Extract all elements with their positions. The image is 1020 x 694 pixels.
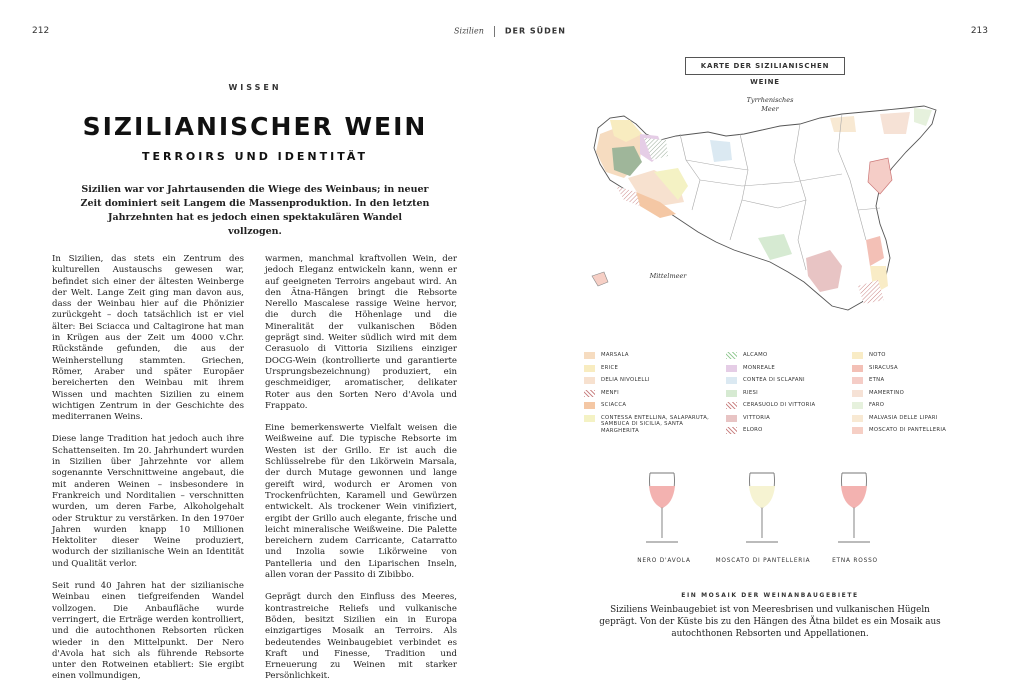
legend-item (852, 415, 962, 422)
legend-column-1 (584, 352, 714, 434)
wine-glasses (590, 468, 950, 568)
legend-label: MONREALE (743, 364, 776, 371)
legend-label: CONTESSA ENTELLINA, SALAPARUTA, SAMBUCA DI SICILIA, SANTA MARGHERITA (601, 414, 710, 434)
legend-swatch (852, 390, 863, 397)
legend-swatch (852, 352, 863, 359)
paragraph: In Sizilien, das stets ein Zentrum des kulturellen Austauschs gewesen war, befindet sich einer der ältesten Weinberge der Welt. Lange Zeit ging man davon aus, dass der Weinbau hier auf die Phönizier zurückgeht – doch tatsächlich ist er viel älter: Bei Sciacca und Caltagirone hat man in Krügen aus der Zeit um 4000 v.Chr. Rückstände gefunden, die aus der Weinherstellung stammten. Griechen, Römer, Araber und später Europäer bereicherten den Weinbau mit ihrem Wissen und machten Sizilien zu einem wichtigen Zentrum in der Geschichte des mediterranen Weins. (52, 254, 244, 423)
article-kicker: WISSEN (228, 83, 282, 92)
legend-label: RIESI (743, 389, 759, 396)
legend-item (852, 377, 962, 384)
legend-column-2 (726, 352, 846, 440)
page-number-left: 212 (32, 26, 50, 36)
pantelleria-island (592, 272, 608, 286)
legend-label: MAMERTINO (869, 389, 905, 396)
sea-label-north-1: Tyrrhenisches (746, 96, 794, 104)
legend-label: SCIACCA (601, 402, 627, 408)
glass-etna-rosso (838, 473, 870, 542)
legend-item (584, 365, 714, 372)
paragraph: Diese lange Tradition hat jedoch auch ihre Schattenseiten. Im 20. Jahrhundert wurden in Sizilien über Jahrzehnte vor allem sogenannte Verschnittweine angebaut, die mit anderen Weinen – insbesondere in Frankreich und Norditalien – verschnitten wurden, um deren Farbe, Alkoholgehalt oder Struktur zu verstärken. In den 1970er Jahren wurden knapp 10 Millionen Hektoliter dieser Weine produziert, wodurch der sizilianische Wein an Identität und Qualität verlor. (52, 434, 244, 569)
legend-label: MARSALA (601, 352, 629, 358)
legend-item (584, 402, 714, 409)
legend-label: CERASUOLO DI VITTORIA (743, 402, 816, 408)
legend-swatch (584, 377, 595, 384)
legend-swatch (852, 415, 863, 422)
legend-swatch (852, 427, 863, 434)
legend-swatch (726, 365, 737, 372)
legend-label: ALCAMO (743, 352, 768, 358)
legend-label: MALVASIA DELLE LIPARI (869, 414, 938, 421)
article-lead: Sizilien war vor Jahrtausenden die Wiege des Weinbaus; in neuer Zeit dominiert seit Langem die Massenproduktion. In den letzten Jahrzehnten hat es jedoch einen spektakulären Wandel vollzogen. (80, 184, 430, 237)
legend-swatch (852, 365, 863, 372)
glass-wine-1 (649, 486, 675, 508)
legend-label: DELIA NIVOLELLI (601, 377, 650, 383)
legend-swatch (584, 402, 595, 409)
legend-swatch (726, 415, 737, 422)
glass-label: NERO D'AVOLA (637, 558, 691, 564)
running-header-section: DER SÜDEN (504, 26, 566, 36)
legend-label: MENFI (601, 389, 619, 396)
paragraph: Eine bemerkenswerte Vielfalt weisen die Weißweine auf. Die typische Rebsorte im Westen ist der Grillo. Er ist auch die Schlüsselrebe für den Likörwein Marsala, der durch Mutage gewonnen und lange gereift wird, wodurch er Aromen von Trockenfrüchten, Karamell und Gewürzen entwickelt. Als trockener Wein vinifiziert, ergibt der Grillo auch elegante, frische und leicht mineralische Weißweine. Die Palette bereichern zudem Carricante, Catarratto und Inzolia sowie Likörweine von Pantelleria und den Liparischen Inseln, allen voran der Passito di Zibibbo. (265, 423, 457, 581)
paragraph: Seit rund 40 Jahren hat der sizilianische Weinbau einen tiefgreifenden Wandel vollzogen. Die Anbaufläche wurde verringert, die Erträge werden kontrolliert, und die autochthonen Rebsorten rücken wieder in den Mittelpunkt. Der Nero d'Avola hat sich als führende Rebsorte unter den Rotweinen etabliert: Sie ergibt einen vollmundigen, (52, 581, 244, 682)
legend-column-3 (852, 352, 962, 440)
legend-swatch (726, 402, 737, 409)
legend-swatch (726, 377, 737, 384)
legend-item (852, 352, 962, 359)
sea-label-north-2: Meer (761, 105, 779, 113)
text-column-2 (265, 254, 457, 694)
legend-item (726, 427, 846, 434)
running-header (0, 26, 1020, 37)
legend-label: ETNA (869, 377, 885, 383)
article-title: SIZILIANISCHER WEIN (82, 112, 428, 141)
legend-label: SIRACUSA (869, 364, 898, 371)
legend-swatch (584, 365, 595, 372)
legend-item (584, 415, 714, 435)
article-subtitle: TERROIRS UND IDENTITÄT (141, 150, 369, 163)
legend-swatch (726, 352, 737, 359)
paragraph: warmen, manchmal kraftvollen Wein, der jedoch Eleganz entwickeln kann, wenn er auf geeigneten Terroirs angebaut wird. An den Ätna-Hängen bringt die Rebsorte Nerello Mascalese rassige Weine hervor, die durch die Höhenlage und die Mineralität der vulkanischen Böden geprägt sind. Weiter südlich wird mit dem Cerasuolo di Vittoria Siziliens einziger DOCG-Wein (kontrollierte und garantierte Ursprungsbezeichnung) produziert, ein geschmeidiger, aromatischer, delikater Roter aus den Sorten Nero d'Avola und Frappato. (265, 254, 457, 411)
legend-item (726, 377, 846, 384)
legend-swatch (584, 390, 595, 397)
text-column-1 (52, 254, 244, 694)
legend-item (852, 390, 962, 397)
legend-label: CONTEA DI SCLAFANI (743, 377, 805, 383)
glass-wine-3 (841, 486, 867, 508)
glass-wine-2 (749, 486, 775, 508)
legend-label: VITTORIA (743, 414, 770, 421)
legend-swatch (726, 390, 737, 397)
legend-label: FARO (869, 402, 885, 408)
map-title-box: KARTE DER SIZILIANISCHEN WEINE (685, 57, 845, 75)
legend-swatch (584, 415, 595, 422)
page-number-right: 213 (970, 26, 988, 36)
glass-moscato (746, 473, 778, 542)
sea-label-south: Mittelmeer (649, 272, 687, 280)
legend-swatch (584, 352, 595, 359)
sicily-map (580, 90, 960, 320)
legend-item (726, 365, 846, 372)
legend-swatch (852, 402, 863, 409)
caption-text: Siziliens Weinbaugebiet ist von Meeresbrisen und vulkanischen Hügeln geprägt. Von der Küste bis zu den Hängen des Ätna bildet es ein Mosaik aus autochthonen Rebsorten und Appellationen. (599, 605, 941, 639)
paragraph: Geprägt durch den Einfluss des Meeres, kontrastreiche Reliefs und vulkanische Böden, besitzt Sizilien ein in Europa einzigartiges Mosaik an Terroirs. Als bedeutendes Weinbaugebiet verbindet es Kraft und Finesse, Tradition und Erneuerung zu Weinen mit starker Persönlichkeit. (265, 592, 457, 682)
glass-label: ETNA ROSSO (832, 558, 878, 564)
glass-label: MOSCATO DI PANTELLERIA (715, 558, 811, 564)
legend-item (726, 402, 846, 409)
legend-label: ERICE (601, 364, 619, 371)
legend-swatch (852, 377, 863, 384)
legend-item (852, 402, 962, 409)
running-header-divider (494, 26, 495, 37)
legend-label: NOTO (869, 352, 886, 358)
legend-item (726, 390, 846, 397)
region-malvasia (830, 116, 856, 132)
legend-label: MOSCATO DI PANTELLERIA (869, 427, 947, 433)
caption-title: EIN MOSAIK DER WEINANBAUGEBIETE (681, 592, 859, 599)
legend-item (852, 427, 962, 434)
glass-nero-davola (646, 473, 678, 542)
legend-item (852, 365, 962, 372)
running-header-region: Sizilien (454, 26, 484, 36)
legend-item (726, 415, 846, 422)
legend-item (584, 352, 714, 359)
legend-item (584, 377, 714, 384)
region-mamertino (880, 112, 910, 134)
legend-label: ELORO (743, 427, 763, 433)
legend-swatch (726, 427, 737, 434)
legend-item (726, 352, 846, 359)
legend-item (584, 390, 714, 397)
